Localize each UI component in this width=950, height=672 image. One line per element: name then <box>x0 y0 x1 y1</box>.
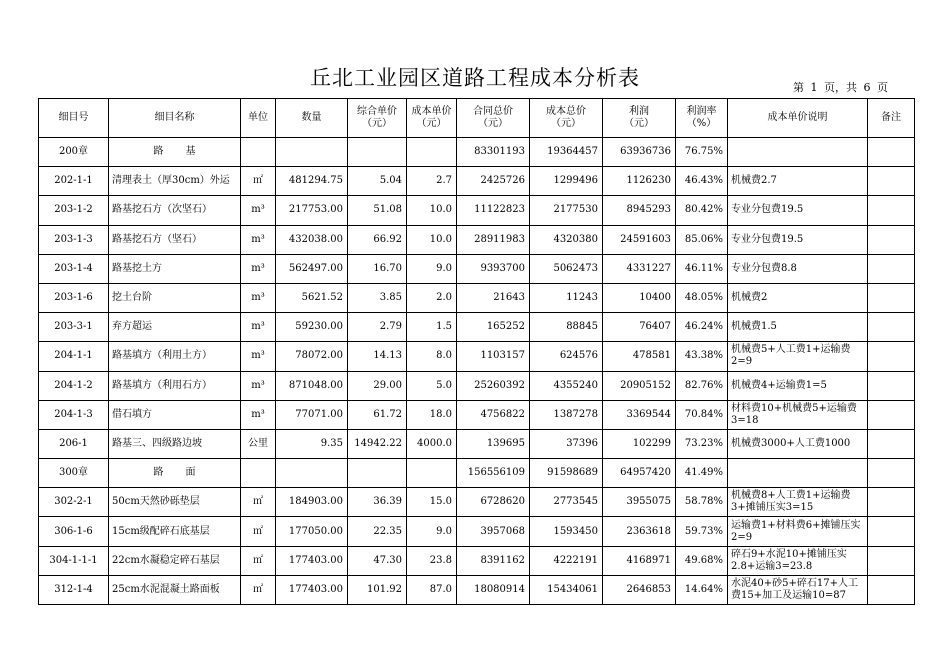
cell-qty: 432038.00 <box>276 225 348 254</box>
cell-qty: 77071.00 <box>276 400 348 429</box>
cell-cost-note: 机械费3000+人工费1000 <box>728 429 868 458</box>
table-row <box>39 283 915 312</box>
cell-cost-note: 材料费10+机械费5+运输费3=18 <box>728 400 868 429</box>
cell-unit-cost: 2.0 <box>407 283 457 312</box>
cell-profit-rate: 73.23% <box>676 429 728 458</box>
cell-remark <box>868 488 915 517</box>
cell-name: 路基三、四级路边坡 <box>109 429 241 458</box>
table-row <box>39 225 915 254</box>
cell-cost-note: 专业分包费19.5 <box>728 196 868 225</box>
cell-cost-total: 1299496 <box>530 167 603 196</box>
cell-profit-rate: 70.84% <box>676 400 728 429</box>
cell-profit-rate: 80.42% <box>676 196 728 225</box>
cell-unit: ㎡ <box>241 575 276 604</box>
cell-qty: 177403.00 <box>276 575 348 604</box>
cell-unit-price: 14942.22 <box>348 429 407 458</box>
cell-code: 312-1-4 <box>39 575 109 604</box>
cell-unit-price: 2.79 <box>348 313 407 342</box>
cell-contract-total: 9393700 <box>457 254 530 283</box>
cell-profit-rate: 82.76% <box>676 371 728 400</box>
table-row <box>39 371 915 400</box>
header-unit-cost: 成本单价 （元） <box>407 99 457 138</box>
cell-code: 204-1-3 <box>39 400 109 429</box>
cell-profit: 76407 <box>603 313 676 342</box>
page-indicator: 第 1 页，共 6 页 <box>793 81 888 94</box>
table-row <box>39 429 915 458</box>
cell-unit-cost: 2.7 <box>407 167 457 196</box>
cell-remark <box>868 517 915 546</box>
cell-cost-note: 机械费2.7 <box>728 167 868 196</box>
cell-contract-total: 8391162 <box>457 546 530 575</box>
cell-unit: ㎡ <box>241 167 276 196</box>
cell-code: 204-1-1 <box>39 342 109 371</box>
cell-remark <box>868 400 915 429</box>
cell-cost-total: 37396 <box>530 429 603 458</box>
cell-unit-cost: 5.0 <box>407 371 457 400</box>
cell-cost-note: 水泥40+砂5+碎石17+人工费15+加工及运输10=87 <box>728 575 868 604</box>
cell-contract-total: 4756822 <box>457 400 530 429</box>
cell-cost-note: 机械费5+人工费1+运输费2=9 <box>728 342 868 371</box>
cell-qty <box>276 459 348 488</box>
table-row <box>39 400 915 429</box>
cell-unit: ㎡ <box>241 517 276 546</box>
cell-qty <box>276 138 348 167</box>
cell-code: 203-1-2 <box>39 196 109 225</box>
cell-qty: 184903.00 <box>276 488 348 517</box>
cell-remark <box>868 196 915 225</box>
cell-profit: 1126230 <box>603 167 676 196</box>
section-row <box>39 138 915 167</box>
cell-contract-total: 2425726 <box>457 167 530 196</box>
cell-code: 304-1-1-1 <box>39 546 109 575</box>
cell-unit: m³ <box>241 313 276 342</box>
header-profit-rate: 利润率 （%） <box>676 99 728 138</box>
cell-profit-rate: 48.05% <box>676 283 728 312</box>
cell-remark <box>868 429 915 458</box>
cell-cost-note: 机械费2 <box>728 283 868 312</box>
cell-cost-total: 91598689 <box>530 459 603 488</box>
cell-cost-note: 专业分包费8.8 <box>728 254 868 283</box>
table-row <box>39 575 915 604</box>
cell-unit: m³ <box>241 196 276 225</box>
cell-unit-price: 51.08 <box>348 196 407 225</box>
header-remark: 备注 <box>868 99 915 138</box>
cell-cost-total: 1387278 <box>530 400 603 429</box>
cell-profit-rate: 59.73% <box>676 517 728 546</box>
cell-unit-cost: 8.0 <box>407 342 457 371</box>
header-unit-price: 综合单价 （元） <box>348 99 407 138</box>
cell-remark <box>868 459 915 488</box>
header-contract-total: 合同总价 （元） <box>457 99 530 138</box>
table-row <box>39 254 915 283</box>
cell-profit-rate: 46.24% <box>676 313 728 342</box>
table-header-row <box>39 99 915 138</box>
cell-unit-price: 36.39 <box>348 488 407 517</box>
cell-profit: 63936736 <box>603 138 676 167</box>
cell-profit: 4331227 <box>603 254 676 283</box>
cell-contract-total: 18080914 <box>457 575 530 604</box>
cell-unit <box>241 138 276 167</box>
cell-unit-price: 61.72 <box>348 400 407 429</box>
cell-profit: 102299 <box>603 429 676 458</box>
cell-unit: m³ <box>241 283 276 312</box>
cell-name: 清理表土（厚30cm）外运 <box>109 167 241 196</box>
cell-unit-cost: 23.8 <box>407 546 457 575</box>
cell-unit-cost: 18.0 <box>407 400 457 429</box>
cell-unit-price: 29.00 <box>348 371 407 400</box>
cell-profit-rate: 46.11% <box>676 254 728 283</box>
cell-code: 202-1-1 <box>39 167 109 196</box>
cell-cost-total: 11243 <box>530 283 603 312</box>
cell-cost-note <box>728 459 868 488</box>
cell-unit-cost <box>407 459 457 488</box>
cell-unit-price: 22.35 <box>348 517 407 546</box>
cell-contract-total: 11122823 <box>457 196 530 225</box>
cell-unit-price: 5.04 <box>348 167 407 196</box>
table-row <box>39 517 915 546</box>
cell-code: 203-1-4 <box>39 254 109 283</box>
cell-profit-rate: 85.06% <box>676 225 728 254</box>
cell-qty: 871048.00 <box>276 371 348 400</box>
cell-profit-rate: 49.68% <box>676 546 728 575</box>
cell-profit-rate: 58.78% <box>676 488 728 517</box>
table-row <box>39 488 915 517</box>
cell-unit-cost <box>407 138 457 167</box>
table-row <box>39 342 915 371</box>
cell-qty: 5621.52 <box>276 283 348 312</box>
cell-unit: m³ <box>241 254 276 283</box>
cell-code: 302-2-1 <box>39 488 109 517</box>
cell-unit: m³ <box>241 400 276 429</box>
cell-profit: 20905152 <box>603 371 676 400</box>
cell-unit: m³ <box>241 342 276 371</box>
table-row <box>39 313 915 342</box>
table-row <box>39 167 915 196</box>
cell-unit-cost: 9.0 <box>407 517 457 546</box>
cell-cost-note <box>728 138 868 167</box>
cell-profit-rate: 41.49% <box>676 459 728 488</box>
cell-contract-total: 139695 <box>457 429 530 458</box>
cell-cost-total: 15434061 <box>530 575 603 604</box>
cell-code: 300章 <box>39 459 109 488</box>
cell-cost-total: 1593450 <box>530 517 603 546</box>
cell-name: 22cm水凝稳定碎石基层 <box>109 546 241 575</box>
cell-contract-total: 25260392 <box>457 371 530 400</box>
cell-profit: 10400 <box>603 283 676 312</box>
cell-cost-total: 2177530 <box>530 196 603 225</box>
cell-profit-rate: 14.64% <box>676 575 728 604</box>
cell-unit-price: 47.30 <box>348 546 407 575</box>
cell-contract-total: 156556109 <box>457 459 530 488</box>
cell-name: 路面 <box>109 459 241 488</box>
header-unit: 单位 <box>241 99 276 138</box>
cell-unit: 公里 <box>241 429 276 458</box>
cell-unit-cost: 87.0 <box>407 575 457 604</box>
cell-unit: m³ <box>241 371 276 400</box>
cell-name: 弃方超运 <box>109 313 241 342</box>
cell-code: 203-1-3 <box>39 225 109 254</box>
cell-name: 路基填方（利用土方） <box>109 342 241 371</box>
cell-cost-total: 88845 <box>530 313 603 342</box>
cell-profit: 24591603 <box>603 225 676 254</box>
cell-remark <box>868 313 915 342</box>
cell-unit-price: 101.92 <box>348 575 407 604</box>
cell-cost-note: 机械费1.5 <box>728 313 868 342</box>
cell-unit-cost: 10.0 <box>407 225 457 254</box>
cell-cost-total: 4320380 <box>530 225 603 254</box>
cell-qty: 481294.75 <box>276 167 348 196</box>
cell-name: 路基挖石方（坚石） <box>109 225 241 254</box>
cell-profit: 4168971 <box>603 546 676 575</box>
header-cost-total: 成本总价 （元） <box>530 99 603 138</box>
cell-contract-total: 3957068 <box>457 517 530 546</box>
cell-unit-cost: 4000.0 <box>407 429 457 458</box>
cell-unit <box>241 459 276 488</box>
cell-name: 路基挖石方（次坚石） <box>109 196 241 225</box>
cell-unit-price: 3.85 <box>348 283 407 312</box>
cell-contract-total: 28911983 <box>457 225 530 254</box>
cell-code: 204-1-2 <box>39 371 109 400</box>
cell-qty: 9.35 <box>276 429 348 458</box>
cell-remark <box>868 254 915 283</box>
cell-cost-total: 2773545 <box>530 488 603 517</box>
cell-name: 50cm天然砂砾垫层 <box>109 488 241 517</box>
cell-unit-price <box>348 138 407 167</box>
cell-unit-cost: 9.0 <box>407 254 457 283</box>
cell-remark <box>868 167 915 196</box>
cell-qty: 78072.00 <box>276 342 348 371</box>
cell-name: 路基 <box>109 138 241 167</box>
cell-code: 203-3-1 <box>39 313 109 342</box>
section-row <box>39 459 915 488</box>
cell-unit-price <box>348 459 407 488</box>
header-profit: 利润 （元） <box>603 99 676 138</box>
cell-code: 203-1-6 <box>39 283 109 312</box>
cell-profit: 478581 <box>603 342 676 371</box>
cell-remark <box>868 283 915 312</box>
cell-unit: m³ <box>241 225 276 254</box>
cell-cost-note: 机械费4+运输费1=5 <box>728 371 868 400</box>
cell-qty: 562497.00 <box>276 254 348 283</box>
cell-profit-rate: 46.43% <box>676 167 728 196</box>
cell-unit: ㎡ <box>241 546 276 575</box>
cell-profit-rate: 43.38% <box>676 342 728 371</box>
cell-remark <box>868 546 915 575</box>
cell-profit: 2363618 <box>603 517 676 546</box>
cell-cost-total: 4222191 <box>530 546 603 575</box>
cell-code: 206-1 <box>39 429 109 458</box>
cell-cost-total: 5062473 <box>530 254 603 283</box>
cell-unit: ㎡ <box>241 488 276 517</box>
cell-name: 25cm水泥混凝土路面板 <box>109 575 241 604</box>
cell-name: 路基挖土方 <box>109 254 241 283</box>
cell-cost-note: 碎石9+水泥10+摊铺压实2.8+运输3=23.8 <box>728 546 868 575</box>
cell-name: 借石填方 <box>109 400 241 429</box>
cell-profit: 8945293 <box>603 196 676 225</box>
cell-contract-total: 21643 <box>457 283 530 312</box>
header-code: 细目号 <box>39 99 109 138</box>
cell-profit-rate: 76.75% <box>676 138 728 167</box>
cell-remark <box>868 575 915 604</box>
cell-contract-total: 83301193 <box>457 138 530 167</box>
header-qty: 数量 <box>276 99 348 138</box>
cell-remark <box>868 225 915 254</box>
table-row <box>39 196 915 225</box>
cell-profit: 3955075 <box>603 488 676 517</box>
cell-remark <box>868 138 915 167</box>
cell-profit: 3369544 <box>603 400 676 429</box>
cell-qty: 217753.00 <box>276 196 348 225</box>
cell-remark <box>868 342 915 371</box>
cell-unit-cost: 1.5 <box>407 313 457 342</box>
cell-cost-total: 4355240 <box>530 371 603 400</box>
cell-profit: 2646853 <box>603 575 676 604</box>
cell-contract-total: 1103157 <box>457 342 530 371</box>
cell-unit-cost: 15.0 <box>407 488 457 517</box>
cell-remark <box>868 371 915 400</box>
cell-qty: 177050.00 <box>276 517 348 546</box>
cell-unit-price: 16.70 <box>348 254 407 283</box>
cell-profit: 64957420 <box>603 459 676 488</box>
header-cost-note: 成本单价说明 <box>728 99 868 138</box>
cell-name: 挖土台阶 <box>109 283 241 312</box>
header-name: 细目名称 <box>109 99 241 138</box>
cell-cost-total: 624576 <box>530 342 603 371</box>
cell-code: 306-1-6 <box>39 517 109 546</box>
cell-name: 15cm级配碎石底基层 <box>109 517 241 546</box>
cell-qty: 177403.00 <box>276 546 348 575</box>
cost-analysis-table <box>38 98 915 605</box>
cell-unit-cost: 10.0 <box>407 196 457 225</box>
cell-cost-note: 运输费1+材料费6+摊铺压实2=9 <box>728 517 868 546</box>
cell-cost-total: 19364457 <box>530 138 603 167</box>
cell-qty: 59230.00 <box>276 313 348 342</box>
cell-cost-note: 机械费8+人工费1+运输费3+摊铺压实3=15 <box>728 488 868 517</box>
cell-contract-total: 6728620 <box>457 488 530 517</box>
cell-contract-total: 165252 <box>457 313 530 342</box>
cell-unit-price: 66.92 <box>348 225 407 254</box>
page-title: 丘北工业园区道路工程成本分析表 <box>310 66 640 90</box>
cell-name: 路基填方（利用石方） <box>109 371 241 400</box>
cell-unit-price: 14.13 <box>348 342 407 371</box>
table-row <box>39 546 915 575</box>
cell-code: 200章 <box>39 138 109 167</box>
cell-cost-note: 专业分包费19.5 <box>728 225 868 254</box>
